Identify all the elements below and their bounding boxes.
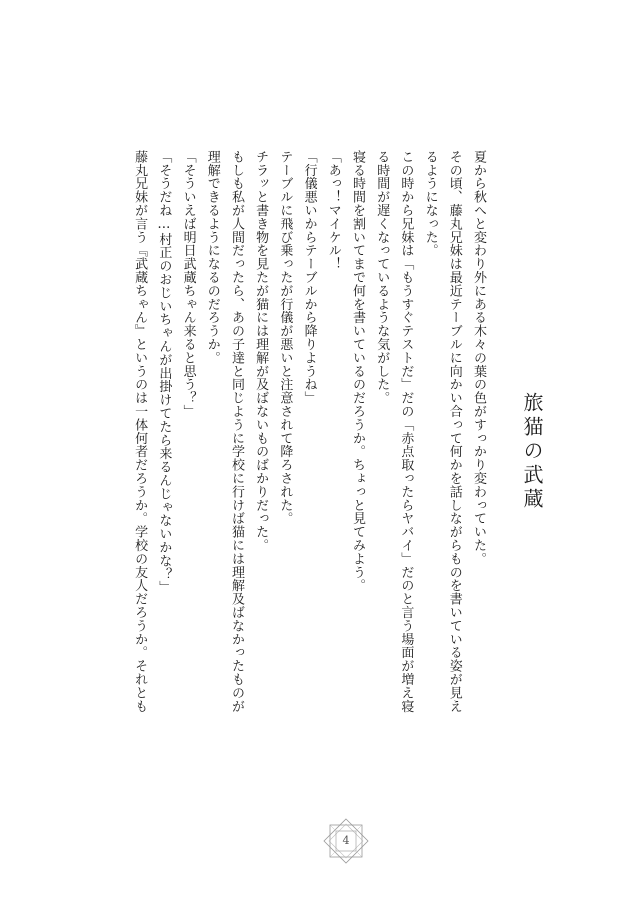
text-line: テーブルに飛び乗ったが行儀が悪いと注意されて降ろされた。 (277, 150, 293, 526)
text-line: 理解できるようになるのだろうか。 (204, 150, 220, 365)
text-line: 「行儀悪いからテーブルから降りようね」 (301, 150, 317, 405)
page-number: 4 (342, 834, 350, 847)
text-line: 寝る時間を割いてまで何を書いているのだろうか。ちょっと見てみよう。 (349, 150, 365, 593)
text-line: チラッと書き物を見たが猫には理解が及ばないものばかりだった。 (253, 150, 269, 552)
text-line: る時間が遅くなっているような気がした。 (374, 150, 390, 405)
body-text (127, 150, 490, 790)
text-line: 「あっ！マイケル！ (325, 150, 341, 271)
text-line: その頃、藤丸兄妹は最近テーブルに向かい合って何かを話しながらものを書いている姿が見え (446, 150, 462, 713)
chapter-title: 旅猫の武蔵 (520, 392, 544, 512)
text-line: 藤丸兄妹が言う『武蔵ちゃん』というのは一体何者だろうか。学校の友人だろうか。それとも (132, 150, 148, 713)
text-line: 「そうだね…村正のおじいちゃんが出掛けてたら来るんじゃないかな？」 (156, 150, 172, 595)
text-line: るようになった。 (422, 150, 438, 258)
text-line: 夏から秋へと変わり外にある木々の葉の色がすっかり変わっていた。 (471, 150, 486, 566)
page-number-ornament (323, 818, 369, 864)
text-line: もしも私が人間だったら、あの子達と同じように学校に行けば猫には理解及ばなかったものが (228, 150, 244, 713)
text-line: 「そういえば明日武蔵ちゃん来ると思う？」 (180, 150, 196, 418)
text-line: この時から兄妹は「もうすぐテストだ」だの「赤点取ったらヤバイ」だのと言う場面が増え寝 (398, 150, 414, 713)
